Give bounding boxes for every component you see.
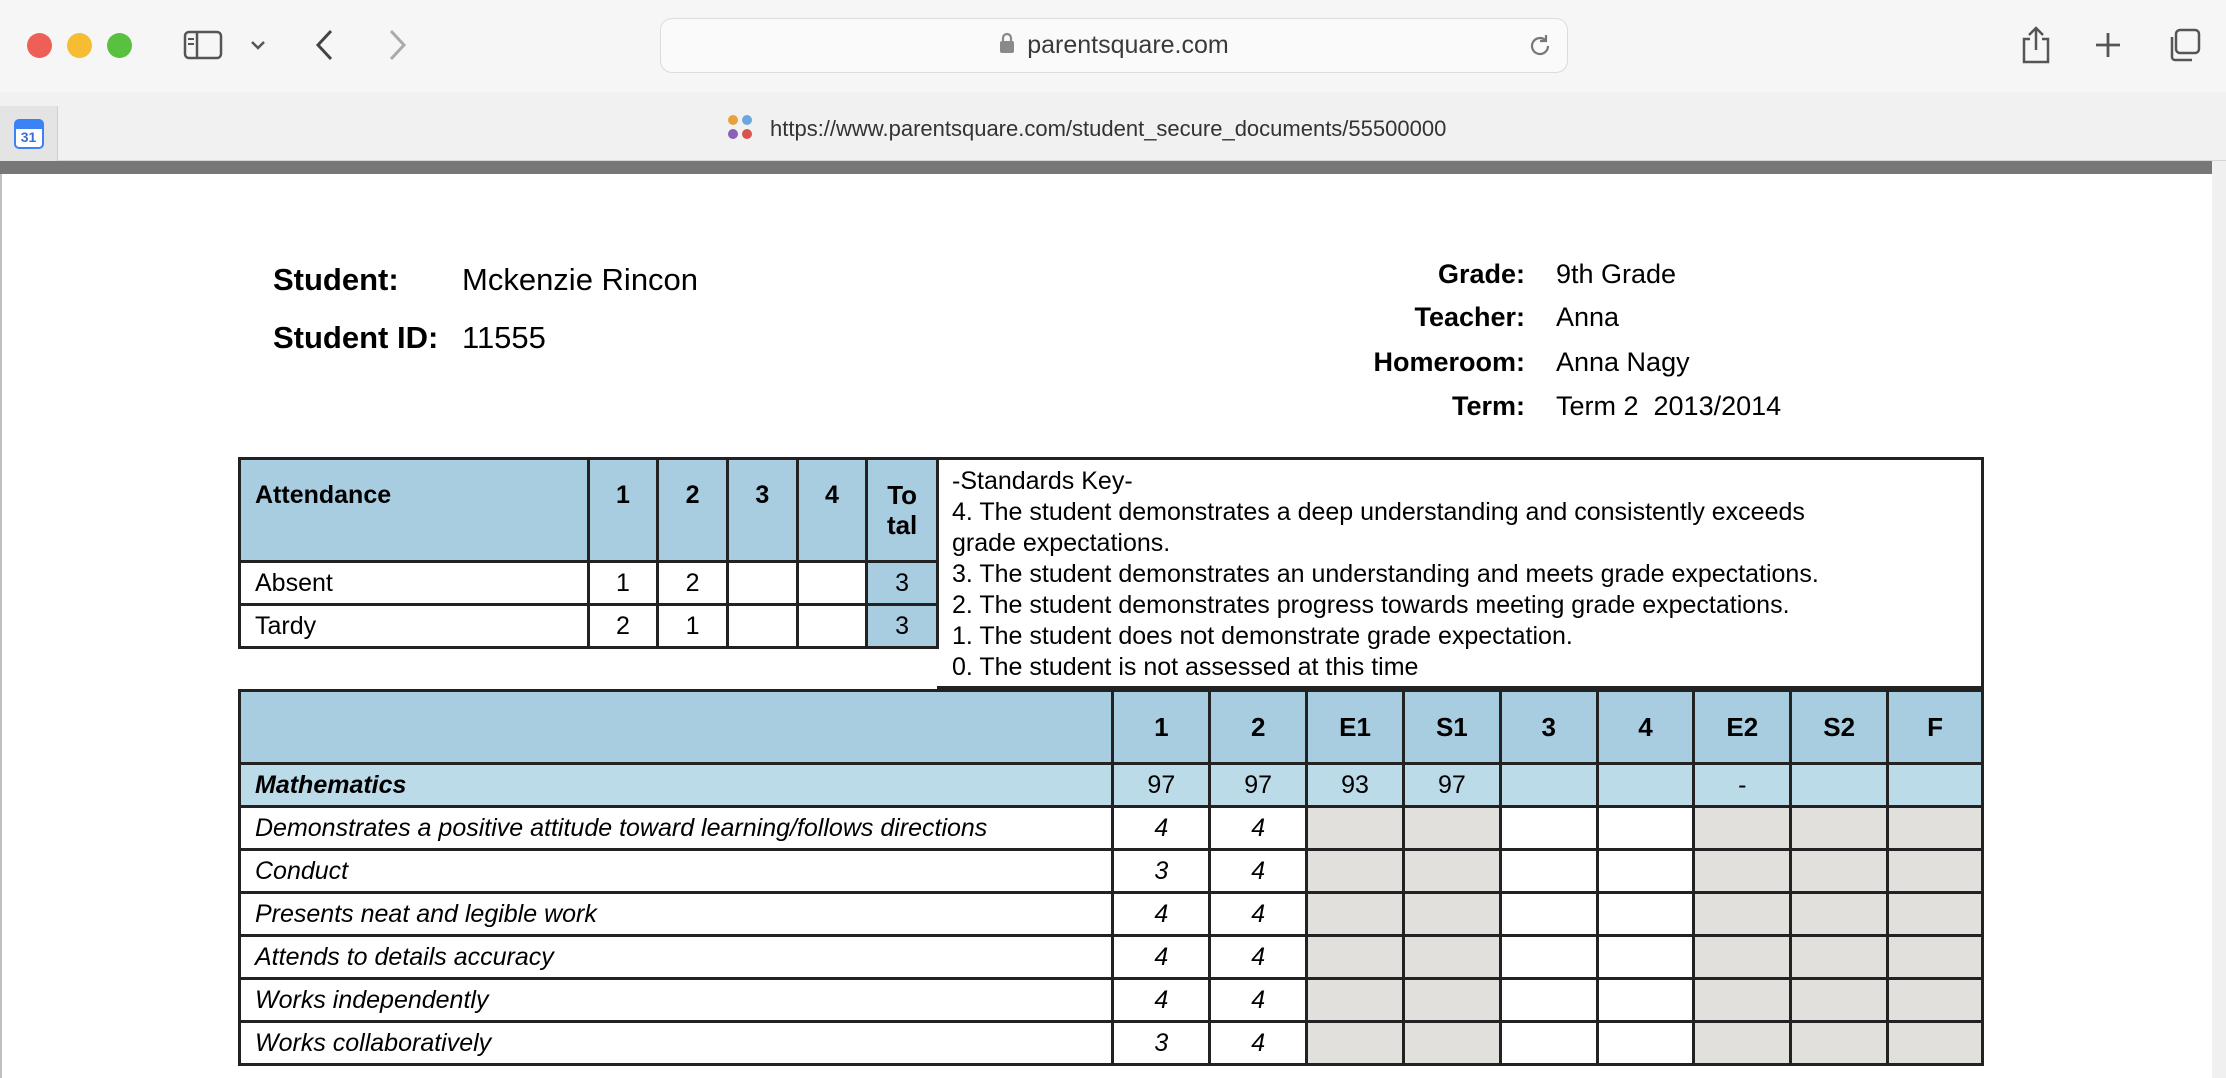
student-name: Mckenzie Rincon (462, 262, 699, 297)
calendar-icon: 31 (14, 119, 44, 149)
teacher-value: Anna (1556, 302, 1620, 332)
student-id-label: Student ID: (273, 320, 439, 355)
lock-icon (999, 32, 1015, 59)
tab-strip (0, 92, 2226, 161)
document-top-border (0, 161, 2212, 174)
standard-empty-cell (1694, 936, 1791, 979)
grades-col-header: 1 (1113, 691, 1210, 764)
standard-label: Works collaboratively (240, 1022, 1113, 1065)
standard-empty-cell (1888, 893, 1983, 936)
back-icon[interactable] (310, 22, 340, 68)
active-tab[interactable] (728, 114, 1446, 144)
tab-url: https://www.parentsquare.com/student_secure_documents/55500000 (770, 116, 1447, 141)
standard-empty-cell (1403, 1022, 1500, 1065)
standard-empty-cell (1597, 893, 1694, 936)
standards-key (937, 457, 1984, 689)
standard-score-cell: 4 (1113, 979, 1210, 1022)
student-id: 11555 (462, 320, 546, 355)
standard-empty-cell (1597, 1022, 1694, 1065)
standard-empty-cell (1888, 936, 1983, 979)
standard-empty-cell (1791, 893, 1888, 936)
standard-empty-cell (1500, 807, 1597, 850)
standard-empty-cell (1307, 936, 1404, 979)
subject-grade-cell (1597, 764, 1694, 807)
standard-empty-cell (1888, 807, 1983, 850)
grades-col-header: S1 (1403, 691, 1500, 764)
attendance-header-row (240, 459, 938, 562)
standard-empty-cell (1307, 850, 1404, 893)
standard-empty-cell (1500, 936, 1597, 979)
subject-grade-cell: 97 (1403, 764, 1500, 807)
standard-label: Demonstrates a positive attitude toward learning/follows directions (240, 807, 1113, 850)
attendance-col-3: 3 (727, 459, 797, 562)
grade-value: 9th Grade (1556, 259, 1677, 289)
grade-label: Grade: (1437, 259, 1525, 289)
standard-score-cell: 4 (1210, 893, 1307, 936)
standard-score-cell: 4 (1210, 850, 1307, 893)
standard-empty-cell (1403, 850, 1500, 893)
attendance-cell (727, 605, 797, 648)
grades-col-header: F (1888, 691, 1983, 764)
attendance-cell (797, 562, 867, 605)
attendance-total-header: To tal (867, 459, 938, 562)
standard-row (240, 850, 1983, 893)
subject-row-mathematics (240, 764, 1983, 807)
standard-score-cell: 4 (1113, 936, 1210, 979)
standard-empty-cell (1307, 807, 1404, 850)
grades-col-header: E2 (1694, 691, 1791, 764)
subject-name: Mathematics (240, 764, 1113, 807)
grades-header-row (240, 691, 1983, 764)
standard-empty-cell (1500, 850, 1597, 893)
address-bar[interactable] (660, 18, 1568, 73)
share-icon[interactable] (2018, 22, 2054, 68)
attendance-cell (797, 605, 867, 648)
standard-score-cell: 4 (1210, 936, 1307, 979)
standard-empty-cell (1597, 979, 1694, 1022)
address-host: parentsquare.com (1027, 31, 1229, 59)
scrollbar[interactable] (2212, 161, 2226, 1078)
standard-score-cell: 4 (1210, 1022, 1307, 1065)
standards-key-line: 2. The student demonstrates progress towards meeting grade expectations. (952, 591, 1790, 619)
student-name-label: Student: (273, 262, 399, 297)
grades-col-header: E1 (1307, 691, 1404, 764)
standard-row (240, 979, 1983, 1022)
standards-key-line: 4. The student demonstrates a deep understanding and consistently exceeds (952, 498, 1805, 526)
standard-empty-cell (1403, 893, 1500, 936)
attendance-col-2: 2 (658, 459, 728, 562)
reload-icon[interactable] (1527, 33, 1553, 64)
attendance-cell: 1 (588, 562, 658, 605)
attendance-cell: 1 (658, 605, 728, 648)
attendance-table (238, 457, 939, 649)
term-label: Term: (1451, 391, 1525, 421)
standard-empty-cell (1403, 979, 1500, 1022)
standard-empty-cell (1888, 850, 1983, 893)
standard-empty-cell (1694, 979, 1791, 1022)
standard-empty-cell (1791, 1022, 1888, 1065)
new-tab-icon[interactable] (2090, 22, 2126, 68)
forward-icon[interactable] (382, 22, 412, 68)
standard-empty-cell (1888, 979, 1983, 1022)
standard-score-cell: 3 (1113, 1022, 1210, 1065)
standard-label: Conduct (240, 850, 1113, 893)
attendance-total: 3 (867, 562, 938, 605)
subject-grade-cell: - (1694, 764, 1791, 807)
grades-col-header: 2 (1210, 691, 1307, 764)
homeroom-label: Homeroom: (1373, 347, 1525, 377)
attendance-col-1: 1 (588, 459, 658, 562)
standards-key-line: 1. The student does not demonstrate grade expectation. (952, 622, 1573, 650)
attendance-row-label: Absent (240, 562, 589, 605)
grades-col-header: 4 (1597, 691, 1694, 764)
standard-score-cell: 4 (1210, 807, 1307, 850)
standard-empty-cell (1307, 979, 1404, 1022)
grades-col-header: 3 (1500, 691, 1597, 764)
standard-empty-cell (1403, 807, 1500, 850)
standard-empty-cell (1597, 807, 1694, 850)
subject-grade-cell: 93 (1307, 764, 1404, 807)
standard-empty-cell (1500, 979, 1597, 1022)
teacher-label: Teacher: (1414, 302, 1525, 332)
standard-row (240, 807, 1983, 850)
attendance-row-absent (240, 562, 938, 605)
attendance-cell (727, 562, 797, 605)
standard-label: Works independently (240, 979, 1113, 1022)
standard-empty-cell (1694, 1022, 1791, 1065)
standard-empty-cell (1888, 1022, 1983, 1065)
standard-score-cell: 4 (1113, 807, 1210, 850)
standard-score-cell: 4 (1210, 979, 1307, 1022)
parentsquare-favicon-icon (728, 115, 756, 143)
standard-empty-cell (1791, 936, 1888, 979)
standard-label: Presents neat and legible work (240, 893, 1113, 936)
standard-empty-cell (1307, 1022, 1404, 1065)
zoom-window-button[interactable] (107, 33, 132, 58)
close-window-button[interactable] (27, 33, 52, 58)
standard-empty-cell (1694, 893, 1791, 936)
grades-table (238, 689, 1984, 1066)
attendance-row-tardy (240, 605, 938, 648)
subject-grade-cell (1500, 764, 1597, 807)
grades-header-blank (240, 691, 1113, 764)
standard-empty-cell (1500, 893, 1597, 936)
attendance-title: Attendance (240, 459, 589, 562)
standard-empty-cell (1694, 807, 1791, 850)
standard-empty-cell (1791, 979, 1888, 1022)
homeroom-value: Anna Nagy (1556, 347, 1690, 377)
standard-empty-cell (1597, 850, 1694, 893)
standard-label: Attends to details accuracy (240, 936, 1113, 979)
standards-key-line: 3. The student demonstrates an understanding and meets grade expectations. (952, 560, 1819, 588)
standard-empty-cell (1307, 893, 1404, 936)
attendance-cell: 2 (658, 562, 728, 605)
pinned-tab[interactable] (0, 106, 58, 161)
sidebar-toggle-icon[interactable] (180, 22, 226, 68)
standard-row (240, 936, 1983, 979)
standard-empty-cell (1694, 850, 1791, 893)
standard-row (240, 1022, 1983, 1065)
standard-row (240, 893, 1983, 936)
standard-empty-cell (1791, 850, 1888, 893)
attendance-cell: 2 (588, 605, 658, 648)
standards-key-title: -Standards Key- (952, 467, 1133, 495)
standard-empty-cell (1791, 807, 1888, 850)
subject-grade-cell (1791, 764, 1888, 807)
standard-score-cell: 3 (1113, 850, 1210, 893)
subject-grade-cell: 97 (1113, 764, 1210, 807)
attendance-col-4: 4 (797, 459, 867, 562)
browser-toolbar (0, 0, 2226, 92)
standard-empty-cell (1403, 936, 1500, 979)
standards-key-line: grade expectations. (952, 529, 1171, 557)
attendance-total: 3 (867, 605, 938, 648)
attendance-row-label: Tardy (240, 605, 589, 648)
standard-score-cell: 4 (1113, 893, 1210, 936)
standard-empty-cell (1500, 1022, 1597, 1065)
term-value: Term 2 2013/2014 (1556, 391, 1782, 421)
tab-overview-icon[interactable] (2164, 22, 2204, 68)
minimize-window-button[interactable] (67, 33, 92, 58)
grades-col-header: S2 (1791, 691, 1888, 764)
chevron-down-icon[interactable] (246, 22, 270, 68)
standards-key-line: 0. The student is not assessed at this time (952, 653, 1419, 681)
standard-empty-cell (1597, 936, 1694, 979)
subject-grade-cell: 97 (1210, 764, 1307, 807)
subject-grade-cell (1888, 764, 1983, 807)
